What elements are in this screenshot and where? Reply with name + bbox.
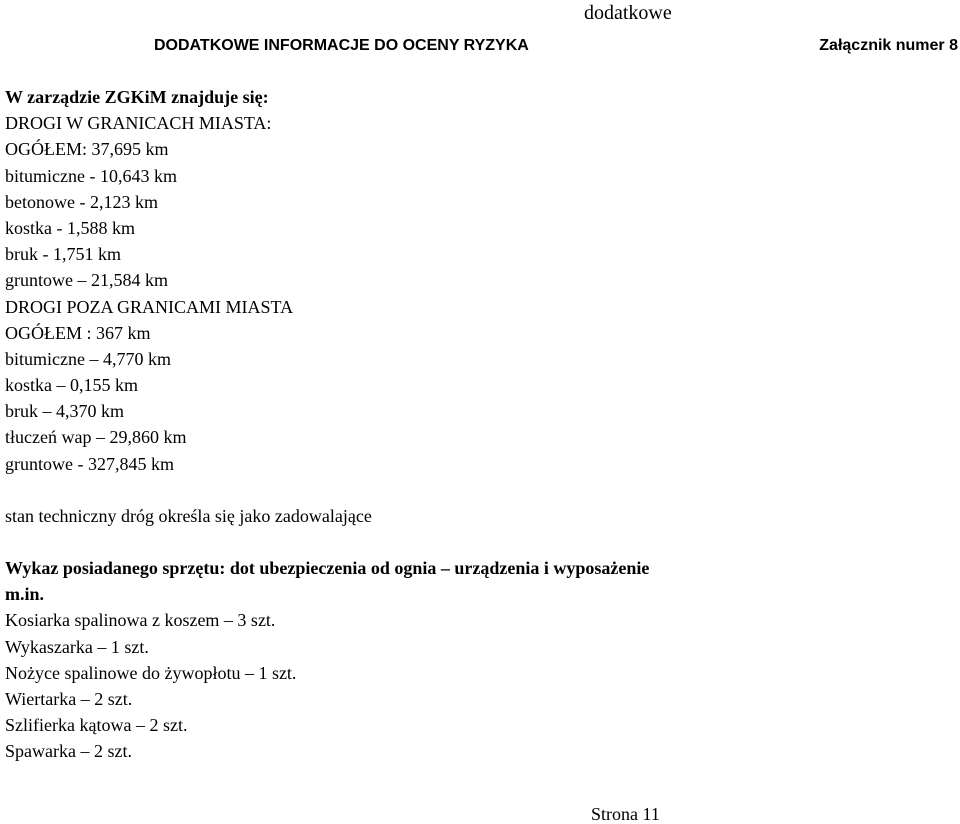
roads-outside-heading: DROGI POZA GRANICAMI MIASTA (5, 296, 294, 317)
equipment-heading: Wykaz posiadanego sprzętu: dot ubezpieczenia od ognia – urządzenia i wyposażenie (5, 558, 650, 578)
road-condition-text: stan techniczny dróg określa się jako zadowalające (5, 505, 372, 526)
roads-outside-item: bruk – 4,370 km (5, 401, 124, 422)
paragraph-spacer (5, 529, 955, 555)
document-header (0, 37, 960, 57)
equipment-item: Szlifierka kątowa – 2 szt. (5, 715, 188, 736)
roads-outside-item: kostka – 0,155 km (5, 375, 138, 396)
equipment-item: Wykaszarka – 1 szt. (5, 636, 149, 657)
roads-heading: W zarządzie ZGKiM znajduje się: (5, 87, 269, 107)
roads-within-heading: DROGI W GRANICACH MIASTA: (5, 113, 272, 134)
roads-within-item: bruk - 1,751 km (5, 244, 121, 265)
equipment-item: Wiertarka – 2 szt. (5, 688, 133, 709)
paragraph-spacer (5, 477, 955, 503)
roads-within-item: gruntowe – 21,584 km (5, 270, 168, 291)
roads-outside-item: bitumiczne – 4,770 km (5, 348, 171, 369)
equipment-item: Spawarka – 2 szt. (5, 741, 132, 762)
equipment-item: Nożyce spalinowe do żywopłotu – 1 szt. (5, 662, 297, 683)
document-top-label: dodatkowe (584, 2, 672, 24)
roads-within-item: betonowe - 2,123 km (5, 191, 158, 212)
roads-outside-item: OGÓŁEM : 367 km (5, 322, 151, 343)
header-title: DODATKOWE INFORMACJE DO OCENY RYZYKA (154, 37, 529, 54)
document-body (5, 84, 955, 765)
roads-within-item: OGÓŁEM: 37,695 km (5, 139, 169, 160)
roads-outside-item: tłuczeń wap – 29,860 km (5, 427, 187, 448)
equipment-item: Kosiarka spalinowa z koszem – 3 szt. (5, 610, 276, 631)
roads-within-item: kostka - 1,588 km (5, 217, 135, 238)
roads-within-item: bitumiczne - 10,643 km (5, 165, 177, 186)
header-annex-label: Załącznik numer 8 (819, 37, 958, 54)
roads-outside-item: gruntowe - 327,845 km (5, 453, 174, 474)
equipment-heading-continued: m.in. (5, 584, 45, 605)
page-number-footer: Strona 11 (591, 804, 660, 824)
